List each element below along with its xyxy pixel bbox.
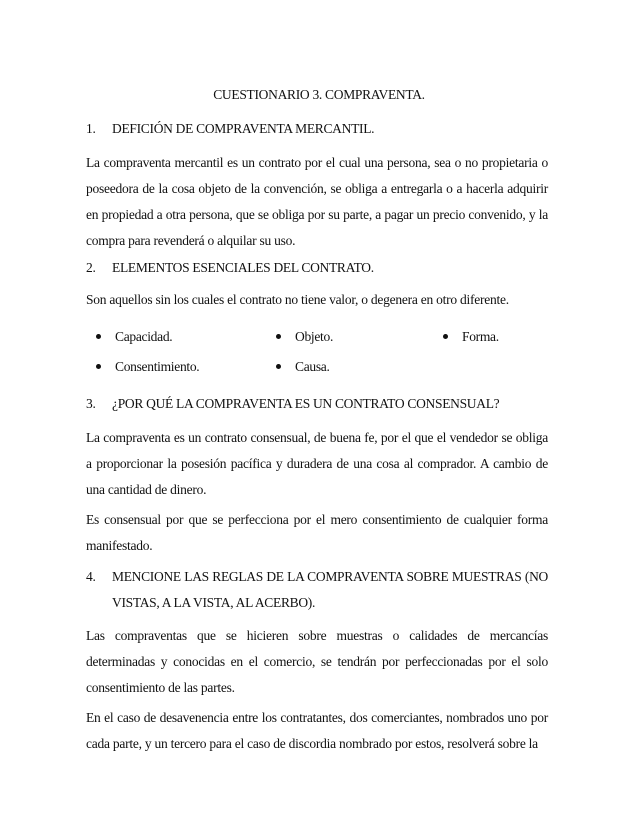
list-item (96, 354, 199, 380)
bullet-icon (276, 334, 281, 339)
list-item-text: Capacidad. (115, 329, 173, 344)
paragraph: Son aquellos sin los cuales el contrato no tiene valor, o degenera en otro diferente. (86, 292, 509, 307)
bullet-icon (276, 364, 281, 369)
section-number: 2. (86, 260, 96, 275)
document-title: CUESTIONARIO 3. COMPRAVENTA. (213, 87, 425, 102)
section-heading-2 (86, 255, 562, 281)
list-item (276, 354, 330, 380)
list-item (276, 324, 333, 350)
list-item (443, 324, 499, 350)
bullet-icon (96, 364, 101, 369)
section-heading-text: DEFICIÓN DE COMPRAVENTA MERCANTIL. (112, 121, 375, 136)
paragraph: Es consensual por que se perfecciona por el mero consentimiento de cualquier forma manifestado. (86, 512, 548, 553)
section-heading-1 (86, 116, 562, 142)
section-number: 3. (86, 396, 96, 411)
section-heading-text: ¿POR QUÉ LA COMPRAVENTA ES UN CONTRATO CONSENSUAL? (112, 396, 500, 411)
list-item-text: Objeto. (295, 329, 334, 344)
paragraph: La compraventa es un contrato consensual, de buena fe, por el que el vendedor se obliga a proporcionar la posesión pacífica y duradera de una cosa al comprador. A cambio de una cantidad de dinero. (86, 430, 548, 497)
list-item-text: Causa. (295, 359, 330, 374)
paragraph: Las compraventas que se hicieren sobre muestras o calidades de mercancías determinadas y conocidas en el comercio, se tendrán por perfeccionadas por el solo consentimiento de las partes. (86, 628, 548, 695)
section-number: 4. (86, 569, 96, 584)
paragraph: En el caso de desavenencia entre los contratantes, dos comerciantes, nombrados uno por cada parte, y un tercero para el caso de discordia nombrado por estos, resolverá sobre la (86, 710, 548, 751)
bullet-icon (443, 334, 448, 339)
paragraph: La compraventa mercantil es un contrato por el cual una persona, sea o no propietaria o poseedora de la cosa objeto de la convención, se obliga a entregarla o a hacerla adquirir en propiedad a otra persona, que se obliga por su parte, a pagar un precio convenido, y la compra para revenderá o alquilar su uso. (86, 155, 548, 248)
list-item-text: Forma. (462, 329, 499, 344)
list-item (96, 324, 172, 350)
bullet-icon (96, 334, 101, 339)
bullet-list (86, 324, 556, 384)
section-heading-text: MENCIONE LAS REGLAS DE LA COMPRAVENTA SOBRE MUESTRAS (NO VISTAS, A LA VISTA, AL ACERBO). (112, 569, 548, 610)
section-heading-text: ELEMENTOS ESENCIALES DEL CONTRATO. (112, 260, 374, 275)
section-heading-4 (86, 564, 548, 616)
section-heading-3 (86, 391, 562, 417)
section-number: 1. (86, 121, 96, 136)
list-item-text: Consentimiento. (115, 359, 200, 374)
